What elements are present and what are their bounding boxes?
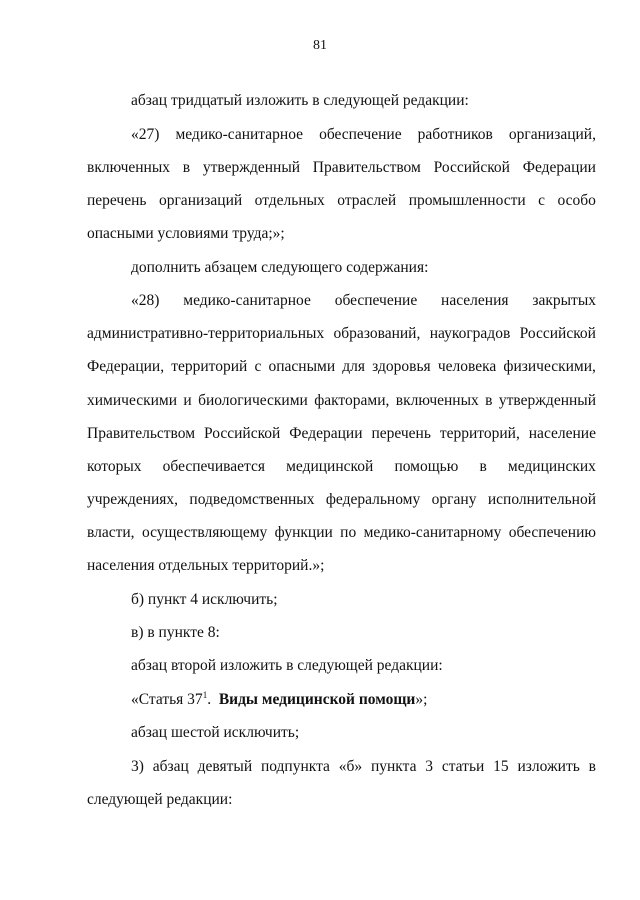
word: «б» [338, 758, 363, 775]
word: в [588, 758, 596, 775]
word: Правительством [87, 425, 196, 442]
word: организаций, [508, 126, 596, 143]
word: биологическими [198, 392, 308, 409]
word: 3 [425, 758, 434, 775]
word: в [479, 458, 487, 475]
word: помощью [394, 458, 459, 475]
word: с [254, 358, 262, 375]
word: физическими, [503, 358, 596, 375]
word: Федерации [289, 425, 363, 442]
paragraph-9: абзац шестой исключить; [131, 724, 300, 741]
word: учреждениях, [87, 491, 178, 508]
word: для [342, 358, 366, 375]
word: человека [437, 358, 497, 375]
word: обеспечение [319, 126, 402, 143]
paragraph-7: абзац второй изложить в следующей редакции: [131, 657, 443, 674]
paragraph-4-line-8 [87, 523, 596, 543]
word: факторами, [314, 392, 390, 409]
word: 3) [131, 758, 144, 775]
word: население [528, 425, 596, 442]
paragraph-2-line-3 [87, 191, 596, 211]
word: с [538, 192, 546, 209]
paragraph-4-line-6 [87, 457, 596, 477]
article-suffix: »; [415, 691, 428, 708]
word: Федерации [522, 159, 596, 176]
word: 15 [493, 758, 509, 775]
word: образований, [333, 325, 421, 342]
word: включенных [87, 159, 171, 176]
article-superscript: 1 [202, 690, 208, 700]
paragraph-4-line-1 [131, 291, 596, 311]
article-prefix: «Статья 37 [131, 691, 203, 708]
word: по [340, 524, 357, 541]
word: химическими [87, 392, 178, 409]
word: подпункта [260, 758, 330, 775]
word: медико-санитарное [175, 126, 304, 143]
word: утвержденный [202, 159, 301, 176]
word: территорий [171, 358, 248, 375]
paragraph-8 [131, 690, 427, 710]
word: органу [431, 491, 477, 508]
word: особо [557, 192, 596, 209]
word: «27) [131, 126, 160, 143]
page-number: 81 [313, 38, 327, 53]
word: территорий, [439, 425, 520, 442]
word: изложить [517, 758, 580, 775]
paragraph-1: абзац тридцатый изложить в следующей редакции: [131, 92, 469, 109]
word: Правительством [312, 159, 421, 176]
paragraph-4-line-9: населения отдельных территорий.»; [87, 557, 325, 574]
word: Российской [203, 425, 281, 442]
word: включенных [395, 392, 479, 409]
word: перечень [371, 425, 431, 442]
word: здоровья [372, 358, 431, 375]
word: федеральному [325, 491, 421, 508]
word: функции [274, 524, 333, 541]
word: исполнительной [487, 491, 596, 508]
paragraph-2-line-4: опасными условиями труда;»; [87, 225, 285, 242]
word: медико-санитарному [363, 524, 502, 541]
word: отраслей [337, 192, 397, 209]
word: населения [441, 292, 509, 309]
word: административно-территориальных [87, 325, 325, 342]
word: подведомственных [189, 491, 315, 508]
word: промышленности [408, 192, 526, 209]
article-title: Виды медицинской помощи [218, 691, 416, 708]
word: которых [87, 458, 142, 475]
paragraph-5: б) пункт 4 исключить; [131, 591, 278, 608]
word: медицинских [507, 458, 596, 475]
word: Федерации, [87, 358, 165, 375]
word: в [182, 159, 191, 176]
word: отдельных [254, 192, 325, 209]
word: работников [417, 126, 493, 143]
word: организаций [158, 192, 243, 209]
paragraph-4-line-7 [87, 490, 596, 510]
word: обеспечивается [162, 458, 265, 475]
word: Российской [433, 159, 510, 176]
word: закрытых [532, 292, 596, 309]
paragraph-10-line-2: следующей редакции: [87, 791, 233, 808]
word: статьи [441, 758, 485, 775]
word: медицинской [286, 458, 374, 475]
paragraph-10-line-1 [131, 757, 596, 777]
word: обеспечение [334, 292, 418, 309]
paragraph-2-line-1 [131, 125, 596, 145]
word: Российской [519, 325, 596, 342]
paragraph-4-line-5 [87, 424, 596, 444]
paragraph-4-line-4 [87, 391, 596, 411]
word: опасными [268, 358, 336, 375]
word: абзац [152, 758, 189, 775]
word: и [183, 392, 192, 409]
word: в [485, 392, 493, 409]
word: медико-санитарное [183, 292, 311, 309]
paragraph-3: дополнить абзацем следующего содержания: [131, 259, 429, 276]
word: власти, [87, 524, 135, 541]
paragraph-4-line-2 [87, 324, 596, 344]
word: «28) [131, 292, 160, 309]
article-dot: . [207, 691, 219, 708]
word: наукоградов [429, 325, 511, 342]
paragraph-6: в) в пункте 8: [131, 624, 220, 641]
word: утвержденный [498, 392, 596, 409]
word: девятый [197, 758, 253, 775]
word: пункта [370, 758, 417, 775]
word: перечень [87, 192, 147, 209]
word: обеспечению [508, 524, 596, 541]
paragraph-4-line-3 [87, 357, 596, 377]
paragraph-2-line-2 [87, 158, 596, 178]
word: осуществляющему [141, 524, 268, 541]
